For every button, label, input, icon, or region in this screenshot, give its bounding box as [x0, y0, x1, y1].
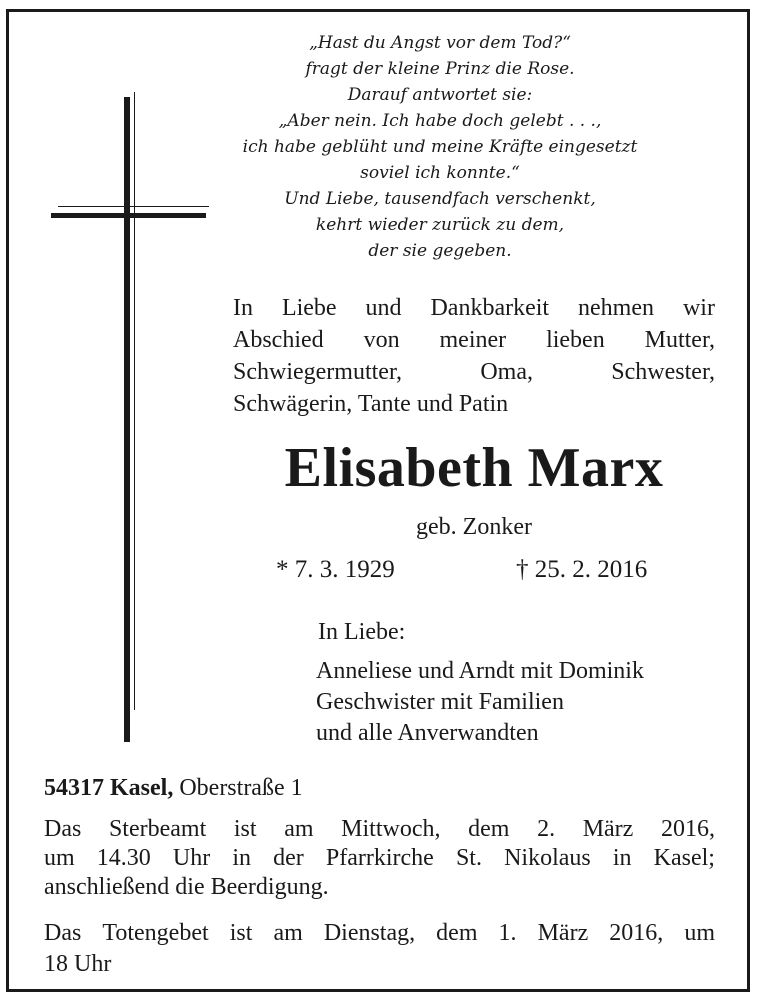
cross-horizontal-bar: [51, 213, 206, 218]
word: Schwiegermutter,: [233, 359, 402, 385]
word: 1.: [498, 920, 517, 946]
word: Mittwoch,: [341, 816, 441, 842]
word: wir: [682, 295, 715, 321]
mourner-line: Geschwister mit Familien: [316, 689, 564, 715]
poem-line: ich habe geblüht und meine Kräfte eingesetzt: [242, 137, 638, 157]
word: 2016,: [660, 816, 715, 842]
intro-line: [233, 324, 715, 356]
poem-line: Und Liebe, tausendfach verschenkt,: [284, 189, 596, 209]
intro-line: Schwägerin, Tante und Patin: [233, 391, 509, 417]
funeral-line: [44, 815, 715, 844]
word: Abschied: [233, 327, 324, 353]
word: Schwester,: [611, 359, 715, 385]
mourners-label: In Liebe:: [318, 619, 406, 645]
poem-line: der sie gegeben.: [368, 241, 512, 261]
word: Mutter,: [644, 327, 715, 353]
word: Sterbeamt: [108, 816, 207, 842]
address: [44, 772, 303, 804]
poem-line: Darauf antwortet sie:: [347, 85, 533, 105]
word: März: [582, 816, 634, 842]
prayer-line: [44, 918, 715, 949]
funeral-line: anschließend die Beerdigung.: [44, 874, 329, 900]
poem-line: „Aber nein. Ich habe doch gelebt . . .,: [278, 111, 602, 131]
poem-quote: [222, 30, 658, 264]
word: In: [233, 295, 253, 321]
word: um: [684, 920, 715, 946]
word: ist: [233, 816, 257, 842]
word: Kasel;: [653, 845, 715, 871]
word: um: [44, 845, 75, 871]
cross-vertical-line: [134, 92, 135, 710]
word: Totengebet: [102, 920, 209, 946]
word: ist: [229, 920, 253, 946]
mourner-line: und alle Anverwandten: [316, 720, 539, 746]
word: Das: [44, 920, 82, 946]
cross-horizontal-line: [58, 206, 209, 207]
word: Liebe: [281, 295, 337, 321]
word: lieben: [546, 327, 605, 353]
word: Dienstag,: [323, 920, 416, 946]
poem-line: fragt der kleine Prinz die Rose.: [305, 59, 575, 79]
word: der: [273, 845, 304, 871]
word: Nikolaus: [504, 845, 591, 871]
word: 2016,: [609, 920, 664, 946]
word: Uhr: [172, 845, 211, 871]
word: 14.30: [96, 845, 151, 871]
word: am: [273, 920, 303, 946]
poem-line: kehrt wieder zurück zu dem,: [315, 215, 565, 235]
word: Das: [44, 816, 82, 842]
cross-vertical-bar: [124, 97, 130, 742]
poem-line: „Hast du Angst vor dem Tod?“: [309, 33, 571, 53]
address-city: 54317 Kasel,: [44, 775, 174, 801]
death-date: † 25. 2. 2016: [516, 556, 648, 583]
intro-text: [233, 292, 715, 420]
word: und: [365, 295, 402, 321]
birth-date: * 7. 3. 1929: [276, 556, 395, 583]
funeral-info: [44, 815, 715, 902]
word: dem: [468, 816, 510, 842]
word: März: [537, 920, 589, 946]
word: 2.: [537, 816, 556, 842]
word: Pfarrkirche: [325, 845, 434, 871]
word: St.: [455, 845, 482, 871]
word: Oma,: [480, 359, 533, 385]
intro-line: [233, 292, 715, 324]
word: dem: [436, 920, 478, 946]
mourners-list: [316, 656, 644, 749]
address-street: Oberstraße 1: [179, 775, 303, 801]
prayer-info: [44, 918, 715, 980]
word: von: [363, 327, 400, 353]
word: meiner: [439, 327, 507, 353]
poem-line: soviel ich konnte.“: [360, 163, 520, 183]
word: Dankbarkeit: [430, 295, 550, 321]
word: nehmen: [578, 295, 654, 321]
word: in: [232, 845, 251, 871]
deceased-name: Elisabeth Marx: [284, 437, 664, 499]
mourner-line: Anneliese und Arndt mit Dominik: [316, 658, 644, 684]
funeral-line: [44, 844, 715, 873]
intro-line: [233, 356, 715, 388]
word: am: [284, 816, 314, 842]
birth-name: geb. Zonker: [416, 514, 532, 540]
word: in: [612, 845, 632, 871]
prayer-line: 18 Uhr: [44, 951, 112, 977]
